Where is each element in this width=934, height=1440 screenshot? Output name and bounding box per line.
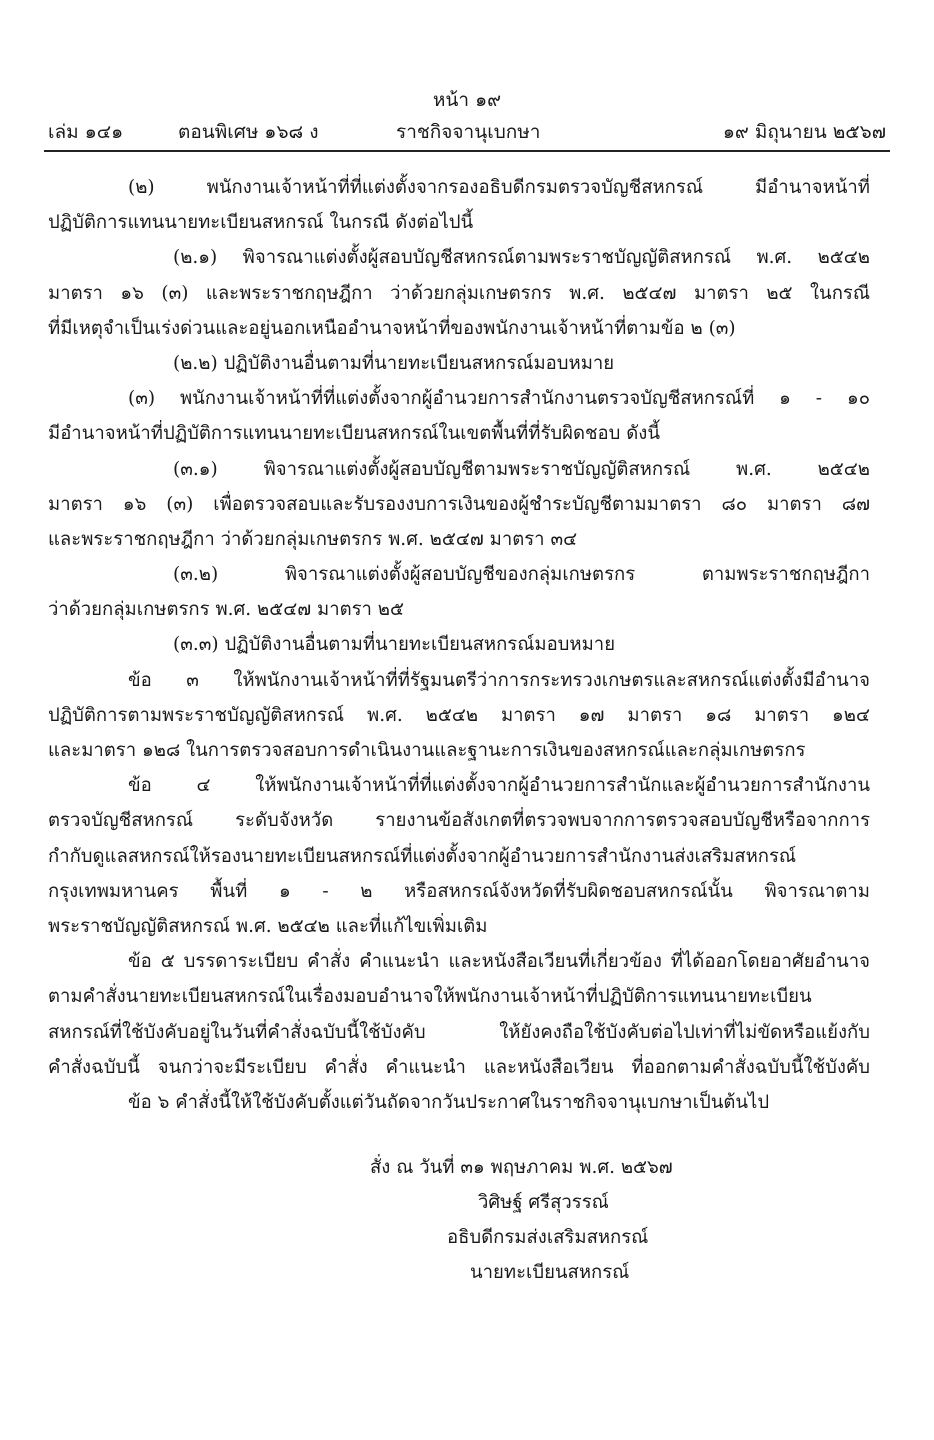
signatory-position: อธิบดีกรมส่งเสริมสหกรณ์ <box>447 1227 649 1248</box>
signatory-name: วิศิษฐ์ ศรีสุวรรณ์ <box>478 1192 609 1213</box>
body-line: มาตรา ๑๖ (๓) เพื่อตรวจสอบและรับรองงบการเงินของผู้ชำระบัญชีตามมาตรา ๘๐ มาตรา ๘๗ <box>48 493 870 515</box>
signatory-role: นายทะเบียนสหกรณ์ <box>470 1262 630 1283</box>
body-line: ข้อ ๖ คำสั่งนี้ให้ใช้บังคับตั้งแต่วันถัดจากวันประกาศในราชกิจจานุเบกษาเป็นต้นไป <box>128 1091 770 1113</box>
page-number: หน้า ๑๙ <box>432 89 502 111</box>
body-line: ตามคำสั่งนายทะเบียนสหกรณ์ในเรื่องมอบอำนาจให้พนักงานเจ้าหน้าที่ปฏิบัติการแทนนายทะเบียน <box>48 986 812 1008</box>
issue-number: ตอนพิเศษ ๑๖๘ ง <box>178 121 319 143</box>
body-line: (๓.๒) พิจารณาแต่งตั้งผู้สอบบัญชีของกลุ่มเกษตรกร ตามพระราชกฤษฎีกา <box>173 564 870 586</box>
body-line: มาตรา ๑๖ (๓) และพระราชกฤษฎีกา ว่าด้วยกลุ่มเกษตรกร พ.ศ. ๒๕๔๗ มาตรา ๒๕ ในกรณี <box>48 282 870 304</box>
body-line: ตรวจบัญชีสหกรณ์ ระดับจังหวัด รายงานข้อสังเกตที่ตรวจพบจากการตรวจสอบบัญชีหรือจากการ <box>48 810 870 832</box>
body-line: (๒) พนักงานเจ้าหน้าที่ที่แต่งตั้งจากรองอธิบดีกรมตรวจบัญชีสหกรณ์ มีอำนาจหน้าที่ <box>128 177 870 198</box>
body-line: ข้อ ๕ บรรดาระเบียบ คำสั่ง คำแนะนำ และหนังสือเวียนที่เกี่ยวข้อง ที่ได้ออกโดยอาศัยอำนาจ <box>128 951 870 973</box>
body-line: (๓) พนักงานเจ้าหน้าที่ที่แต่งตั้งจากผู้อำนวยการสำนักงานตรวจบัญชีสหกรณ์ที่ ๑ - ๑๐ <box>128 388 870 410</box>
body-line: ที่มีเหตุจำเป็นเร่งด่วนและอยู่นอกเหนืออำนาจหน้าที่ของพนักงานเจ้าหน้าที่ตามข้อ ๒ (๓) <box>48 317 736 339</box>
body-line: พระราชบัญญัติสหกรณ์ พ.ศ. ๒๕๔๒ และที่แก้ไขเพิ่มเติม <box>48 915 488 937</box>
body-line: กำกับดูแลสหกรณ์ให้รองนายทะเบียนสหกรณ์ที่แต่งตั้งจากผู้อำนวยการสำนักงานส่งเสริมสหกรณ์ <box>48 845 797 867</box>
body-line: กรุงเทพมหานคร พื้นที่ ๑ - ๒ หรือสหกรณ์จังหวัดที่รับผิดชอบสหกรณ์นั้น พิจารณาตาม <box>48 880 870 902</box>
document-body <box>48 170 870 1120</box>
body-line: สหกรณ์ที่ใช้บังคับอยู่ในวันที่คำสั่งฉบับนี้ใช้บังคับ ให้ยังคงถือใช้บังคับต่อไปเท่าที่ไม่ขัดหรือแย้งกับ <box>48 1021 870 1043</box>
publication-date: ๑๙ มิถุนายน ๒๕๖๗ <box>722 121 886 143</box>
body-line: ว่าด้วยกลุ่มเกษตรกร พ.ศ. ๒๕๔๗ มาตรา ๒๕ <box>48 599 405 621</box>
body-line: ปฏิบัติการแทนนายทะเบียนสหกรณ์ ในกรณี ดังต่อไปนี้ <box>48 212 474 234</box>
body-line: คำสั่งฉบับนี้ จนกว่าจะมีระเบียบ คำสั่ง คำแนะนำ และหนังสือเวียน ที่ออกตามคำสั่งฉบับนี้ใช้บังคับ <box>48 1056 870 1078</box>
body-line: (๒.๒) ปฏิบัติงานอื่นตามที่นายทะเบียนสหกรณ์มอบหมาย <box>173 352 615 374</box>
body-line: ข้อ ๔ ให้พนักงานเจ้าหน้าที่ที่แต่งตั้งจากผู้อำนวยการสำนักและผู้อำนวยการสำนักงาน <box>128 775 870 797</box>
gazette-header <box>48 119 886 147</box>
body-line: มีอำนาจหน้าที่ปฏิบัติการแทนนายทะเบียนสหกรณ์ในเขตพื้นที่ที่รับผิดชอบ ดังนี้ <box>48 423 660 445</box>
body-line: และพระราชกฤษฎีกา ว่าด้วยกลุ่มเกษตรกร พ.ศ. ๒๕๔๗ มาตรา ๓๔ <box>48 528 578 550</box>
body-line: และมาตรา ๑๒๘ ในการตรวจสอบการดำเนินงานและฐานะการเงินของสหกรณ์และกลุ่มเกษตรกร <box>48 740 806 761</box>
body-line: (๓.๑) พิจารณาแต่งตั้งผู้สอบบัญชีตามพระราชบัญญัติสหกรณ์ พ.ศ. ๒๕๔๒ <box>173 458 870 480</box>
volume-number: เล่ม ๑๔๑ <box>48 121 124 143</box>
body-line: ข้อ ๓ ให้พนักงานเจ้าหน้าที่ที่รัฐมนตรีว่าการกระทรวงเกษตรและสหกรณ์แต่งตั้งมีอำนาจ <box>128 669 870 691</box>
body-line: (๒.๑) พิจารณาแต่งตั้งผู้สอบบัญชีสหกรณ์ตามพระราชบัญญัติสหกรณ์ พ.ศ. ๒๕๔๒ <box>173 247 870 269</box>
body-line: (๓.๓) ปฏิบัติงานอื่นตามที่นายทะเบียนสหกรณ์มอบหมาย <box>173 634 616 656</box>
gazette-name: ราชกิจจานุเบกษา <box>396 121 541 143</box>
header-divider <box>44 150 890 152</box>
order-date: สั่ง ณ วันที่ ๓๑ พฤษภาคม พ.ศ. ๒๕๖๗ <box>370 1157 673 1178</box>
body-line: ปฏิบัติการตามพระราชบัญญัติสหกรณ์ พ.ศ. ๒๕๔๒ มาตรา ๑๗ มาตรา ๑๘ มาตรา ๑๒๔ <box>48 704 870 726</box>
